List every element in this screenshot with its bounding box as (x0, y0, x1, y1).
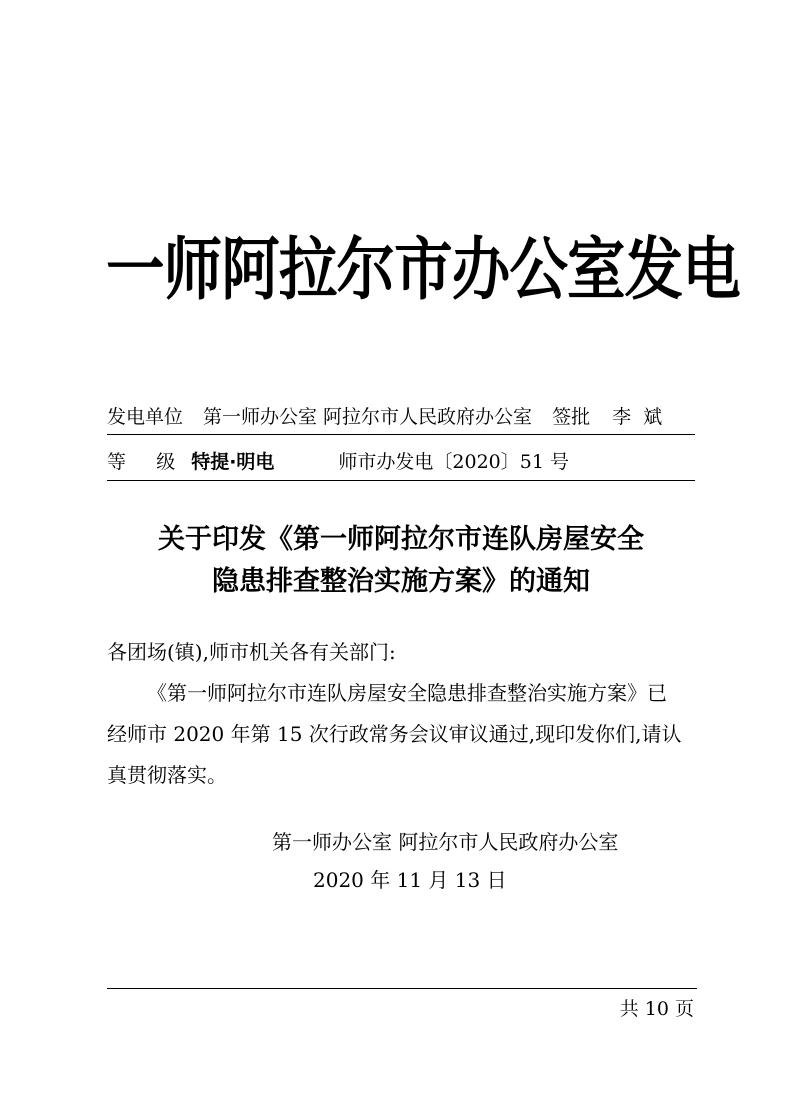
notice-title-line-1: 关于印发《第一师阿拉尔市连队房屋安全 (158, 524, 644, 555)
level-value: 特提·明电 (191, 450, 275, 473)
footer-divider (107, 988, 697, 989)
signature-date: 2020 年 11 月 13 日 (313, 868, 507, 892)
notice-title-line-2: 隐患排查整治实施方案》的通知 (212, 566, 590, 597)
divider-line (107, 434, 695, 435)
body-paragraph-line-3: 真贯彻落实。 (107, 763, 227, 787)
document-number: 师市办发电〔2020〕51 号 (338, 450, 569, 473)
divider-line (107, 480, 695, 481)
sender-value: 第一师办公室 阿拉尔市人民政府办公室 (203, 405, 533, 428)
signature-organization: 第一师办公室 阿拉尔市人民政府办公室 (272, 830, 619, 854)
sender-label: 发电单位 (107, 405, 184, 428)
body-paragraph-line-1: 《第一师阿拉尔市连队房屋安全隐患排查整治实施方案》已 (147, 681, 667, 705)
approver-name: 李 斌 (612, 405, 663, 428)
page-count: 共 10 页 (619, 998, 694, 1020)
document-header-title: 一师阿拉尔市办公室发电 (106, 230, 740, 310)
body-paragraph-line-2: 经师市 2020 年第 15 次行政常务会议审议通过,现印发你们,请认 (107, 722, 682, 746)
level-row (107, 438, 695, 482)
approve-label: 签批 (552, 405, 591, 428)
salutation: 各团场(镇),师市机关各有关部门: (107, 640, 396, 664)
sender-row (107, 393, 695, 437)
level-label: 等 级 (107, 450, 176, 473)
